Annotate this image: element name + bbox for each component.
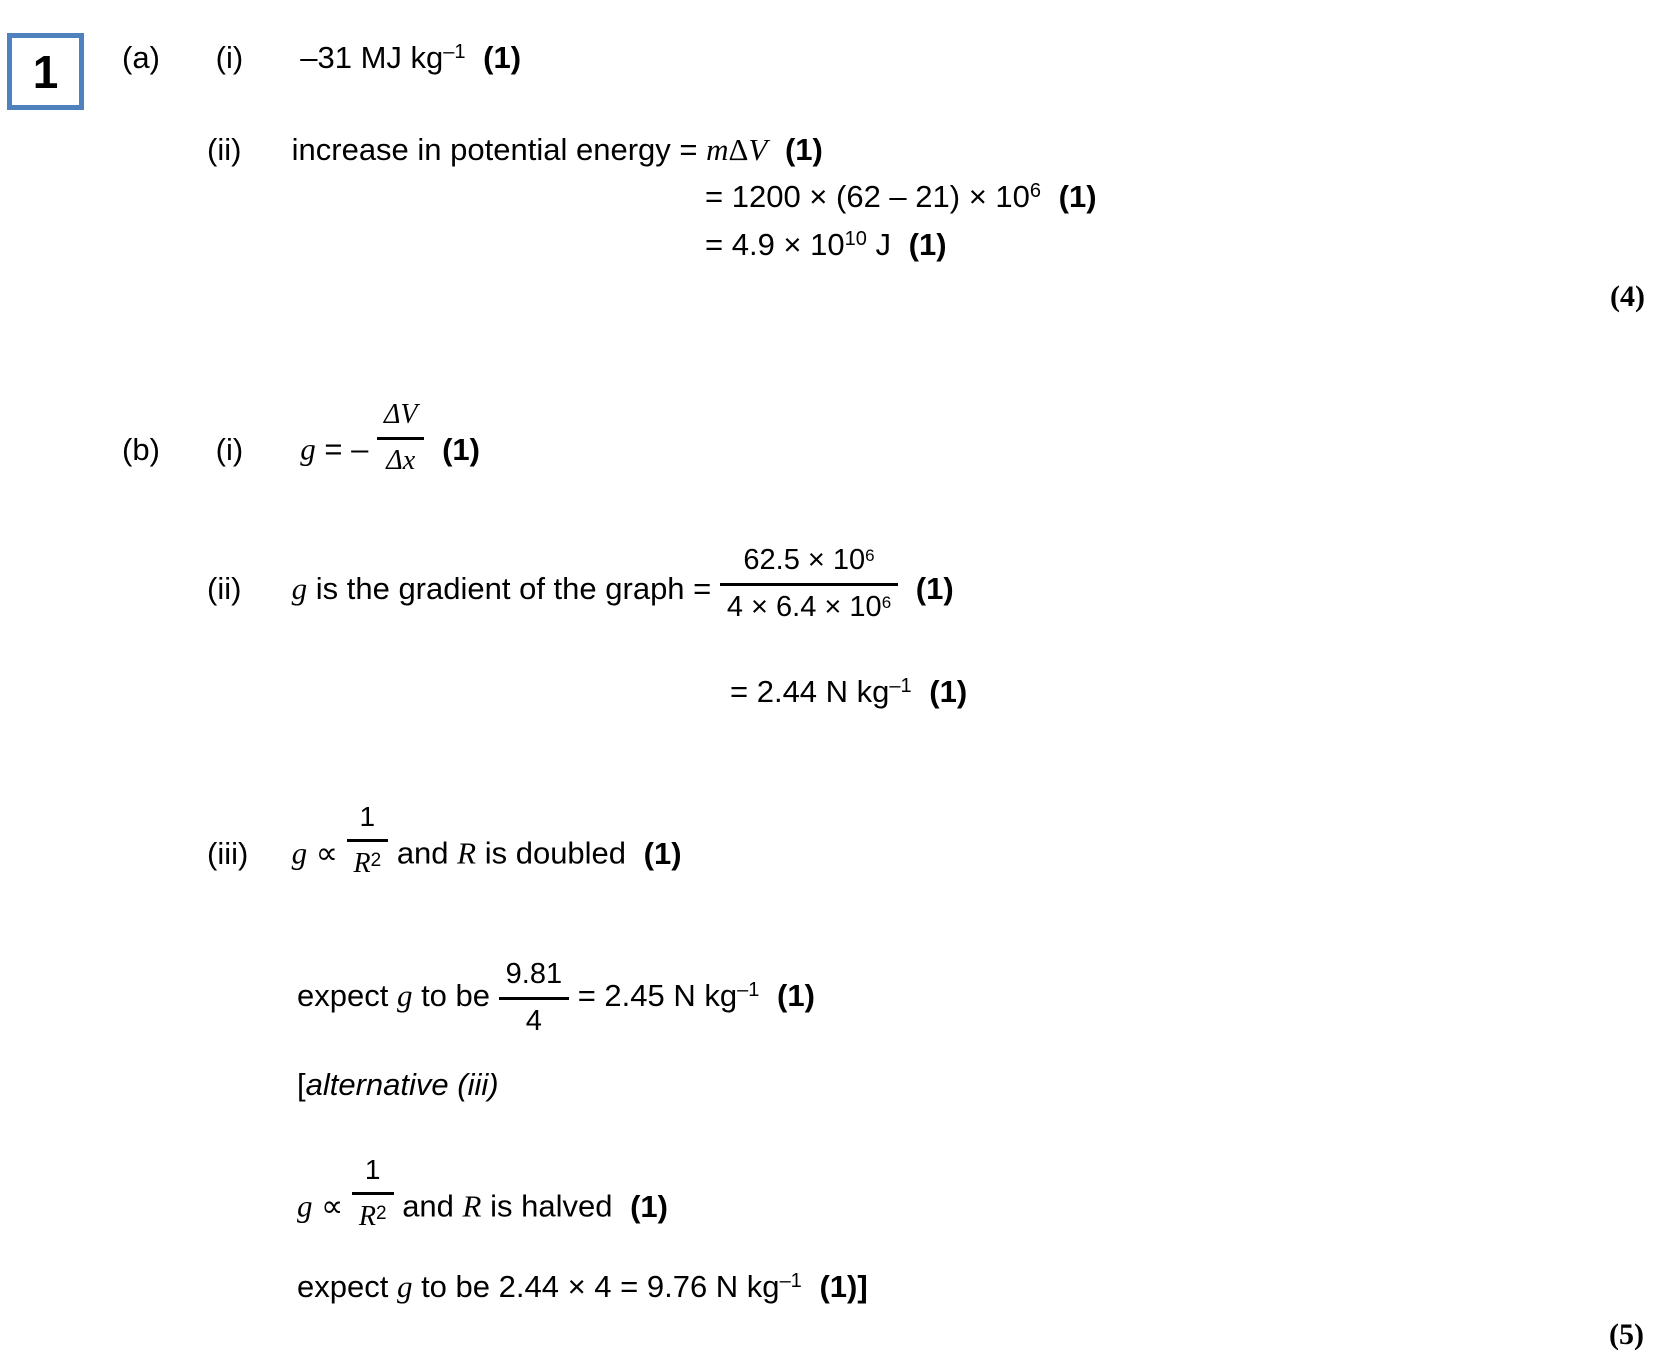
mark-point: (1) [643,835,682,871]
roman-iii-label: (iii) [207,835,249,871]
line-a-ii-1 [207,132,823,168]
fraction-denominator: $4 \times 6.4 \times 10^6$ [726,590,892,623]
mark-point: (1) [819,1269,858,1304]
fraction-denominator [352,1195,394,1234]
expect-lead: expect [297,1269,397,1304]
answer-a-i: –31 MJ kg [300,40,444,75]
fraction-9-81-over-4 [499,957,569,1039]
line-b-ii [207,543,954,625]
variable-g: g [300,431,316,467]
question-number-box [7,33,84,110]
fraction-dV-dx [377,398,425,477]
mark-point: (1) [784,132,823,167]
mark-point: (1) [915,570,954,606]
proportional-symbol: ∝ [312,1188,352,1224]
fraction-numerator: 1 [352,1153,394,1195]
part-b-label: (b) [122,431,160,467]
equals-minus: = – [315,431,377,467]
mark-point: (1) [929,674,968,709]
part-a-label: (a) [122,40,160,75]
expect-result: = 2.45 N kg [577,977,738,1013]
proportional-symbol: ∝ [307,835,347,871]
result-superscript: –1 [779,1270,802,1292]
roman-ii-label: (ii) [207,132,242,167]
fraction-numerator: $62.5 \times 10^6$ [720,543,898,586]
line-a-ii-3 [705,227,947,263]
exponent-2: 2 [375,1202,387,1224]
variable-g: g [396,977,413,1013]
line-expect-2 [297,1269,868,1305]
fraction-gradient [720,543,898,625]
result-superscript: –1 [737,978,760,1001]
alternative-label: alternative (iii) [305,1067,499,1102]
mark-point: (1) [483,40,522,75]
exponent-6: 6 [865,546,875,565]
line-b-ii-result [730,674,967,710]
result-superscript: –1 [889,675,912,697]
fraction-denominator [347,842,389,881]
line-b-i [122,398,480,477]
mark-point: (1) [908,227,947,262]
gradient-result: = 2.44 N kg [730,674,890,709]
variable-R: R [457,835,477,871]
expect-mid: to be 2.44 × 4 = 9.76 N kg [412,1269,780,1304]
part-b-total-marks: (5) [1609,1318,1644,1351]
expect-lead: expect [297,977,397,1013]
variable-g: g [297,1188,313,1224]
equation-result-joules: = 4.9 × 10 [705,227,845,262]
question-number: 1 [32,45,59,98]
fraction-numerator: 9.81 [499,957,569,1000]
line-b-iii [207,800,682,880]
roman-i-label: (i) [215,431,244,467]
and-text: and [402,1188,463,1224]
mark-point: (1) [630,1188,668,1224]
fraction-denominator: Δx [386,444,416,476]
exponent-6: 6 [881,592,892,612]
fraction-inverse-R-squared [352,1153,394,1233]
exponent-2: 2 [370,849,382,871]
line-a-i [122,40,521,76]
variable-m: m [706,132,729,167]
variable-g: g [396,1269,413,1304]
and-text: and [396,835,458,871]
doubled-text: is doubled [476,835,627,871]
equation-1200: = 1200 × (62 – 21) × 10 [705,179,1030,214]
answer-a-i-superscript: –1 [443,41,466,63]
mark-point: (1) [442,431,480,467]
variable-R: R [358,1200,376,1232]
part-a-total-marks: (4) [1610,280,1645,313]
expect-mid: to be [412,977,499,1013]
exponent-6: 6 [1029,180,1042,202]
fraction-denominator: 4 [525,1004,542,1037]
open-bracket: [ [297,1067,306,1102]
mark-point: (1) [1058,179,1097,214]
roman-ii-label: (ii) [207,570,242,606]
line-alt-proportion [297,1153,668,1233]
variable-g: g [291,570,308,606]
variable-g: g [291,835,308,871]
exponent-10: 10 [844,228,867,250]
line-a-ii-2 [705,179,1097,215]
unit-joule: J [866,227,891,262]
fraction-numerator: 1 [347,800,389,842]
line-expect-1 [297,957,815,1039]
halved-text: is halved [481,1188,613,1224]
line-alternative-header [297,1067,499,1103]
fraction-numerator: ΔV [377,398,425,440]
close-bracket: ] [857,1269,868,1304]
delta-symbol: Δ [728,132,749,167]
mark-point: (1) [777,977,815,1013]
fraction-inverse-R-squared [347,800,389,880]
variable-V: V [748,132,768,167]
gradient-text: is the gradient of the graph = [307,570,720,606]
roman-i-label: (i) [215,40,244,75]
variable-R: R [462,1188,482,1224]
variable-R: R [353,847,371,879]
answer-a-ii-text: increase in potential energy = [291,132,707,167]
